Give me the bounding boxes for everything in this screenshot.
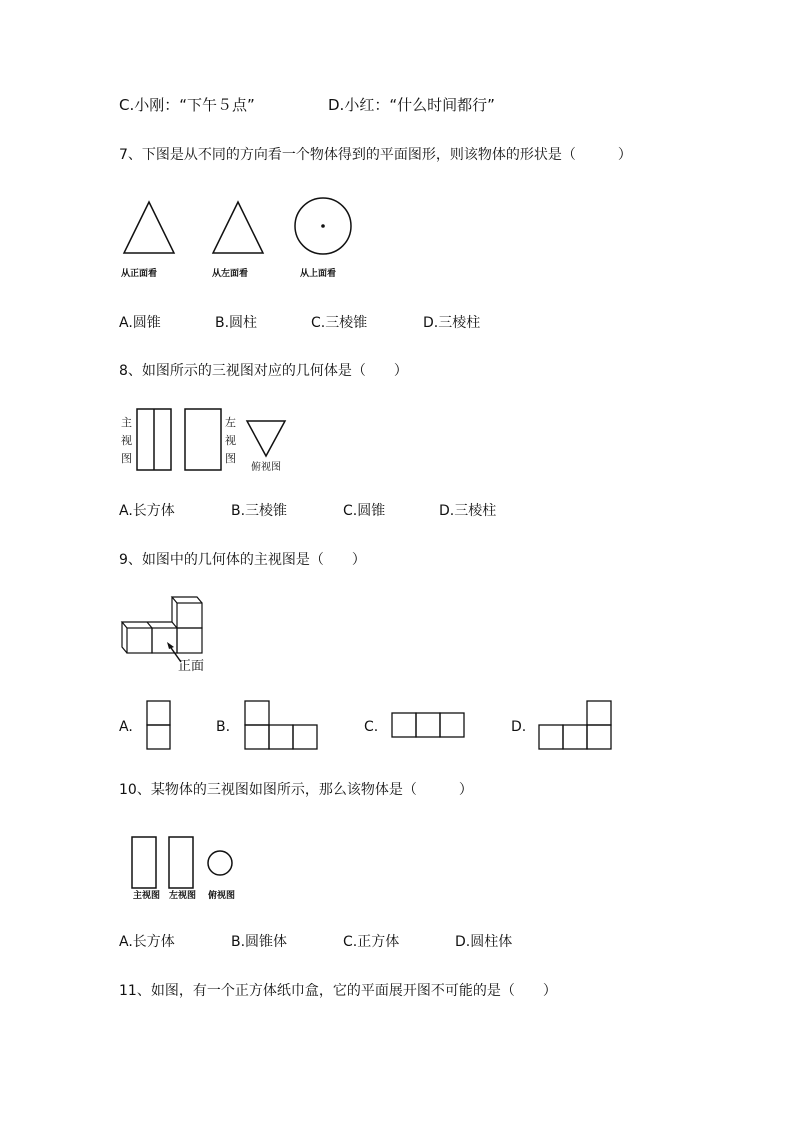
q10-option-a: A.长方体: [119, 934, 175, 950]
q7-option-c: C.三棱锥: [311, 315, 368, 331]
q8-main-label-3: 图: [121, 452, 132, 465]
q7-caption-left: 从左面看: [212, 269, 249, 279]
q10-caption-main: 主视图: [133, 891, 161, 901]
q7-caption-top: 从上面看: [300, 269, 337, 279]
q11-question: 11、如图，有一个正方体纸巾盒，它的平面展开图不可能的是（ ）: [119, 983, 557, 999]
q9-front-face-2: [152, 628, 177, 653]
q9-option-b-figure: [244, 700, 320, 752]
q9-option-c-figure: [391, 712, 467, 740]
q8-option-c: C.圆锥: [343, 503, 386, 519]
q7-option-b: B.圆柱: [215, 315, 258, 331]
q10-option-d: D.圆柱体: [455, 934, 513, 950]
q8-main-label-1: 主: [121, 416, 132, 429]
q8-top-view-triangle: [247, 421, 285, 456]
q9-option-d-label: D.: [511, 719, 527, 735]
q6-option-c: C.小刚：“下午５点”: [119, 96, 255, 114]
q8-option-d: D.三棱柱: [439, 503, 497, 519]
q7-top-view-center-dot: [321, 224, 325, 228]
q10-top-view-circle: [208, 851, 232, 875]
q10-option-b: B.圆锥体: [231, 934, 288, 950]
q7-option-d: D.三棱柱: [423, 315, 481, 331]
q9-question: 9、如图中的几何体的主视图是（ ）: [119, 552, 366, 568]
q10-caption-top: 俯视图: [208, 891, 236, 901]
q9-top-face-edge-3: [172, 622, 177, 628]
q8-left-view-rect: [185, 409, 221, 470]
q9-top-face-edge-2: [147, 622, 152, 628]
q8-figure: [118, 404, 298, 479]
q10-caption-left: 左视图: [169, 891, 197, 901]
q9-front-face-3: [177, 628, 202, 653]
q9-front-arrow-head: [167, 642, 174, 649]
q9-front-face-1: [127, 628, 152, 653]
q8-left-label-1: 左: [225, 416, 236, 429]
q8-left-label-3: 图: [225, 452, 236, 465]
q8-option-b: B.三棱锥: [231, 503, 288, 519]
q8-option-a: A.长方体: [119, 503, 175, 519]
q9-front-face-4: [177, 603, 202, 628]
q8-top-label: 俯视图: [251, 462, 281, 473]
q9-option-a-label: A.: [119, 719, 133, 735]
q9-option-a-figure: [146, 700, 172, 752]
q7-question: 7、下图是从不同的方向看一个物体得到的平面图形，则该物体的形状是（ ）: [119, 147, 632, 163]
q10-left-view-rect: [169, 837, 193, 888]
q10-figure: [125, 832, 245, 892]
q9-option-c-label: C.: [364, 719, 379, 735]
q6-option-d: D.小红：“什么时间都行”: [328, 96, 495, 114]
q10-question: 10、某物体的三视图如图所示，那么该物体是（ ）: [119, 782, 473, 798]
q9-isometric-figure: [118, 592, 218, 677]
q9-upper-top-face: [172, 597, 202, 603]
q7-left-view-triangle: [213, 202, 263, 253]
q8-question: 8、如图所示的三视图对应的几何体是（ ）: [119, 363, 408, 379]
q8-main-label-2: 视: [121, 434, 132, 447]
q8-left-label-2: 视: [225, 434, 236, 447]
q7-front-view-triangle: [124, 202, 174, 253]
q10-option-c: C.正方体: [343, 934, 400, 950]
q9-option-d-figure: [538, 700, 614, 752]
q9-front-label: 正面: [178, 659, 205, 674]
q7-option-a: A.圆锥: [119, 315, 161, 331]
q10-main-view-rect: [132, 837, 156, 888]
q7-caption-front: 从正面看: [121, 269, 158, 279]
q9-option-b-label: B.: [216, 719, 231, 735]
